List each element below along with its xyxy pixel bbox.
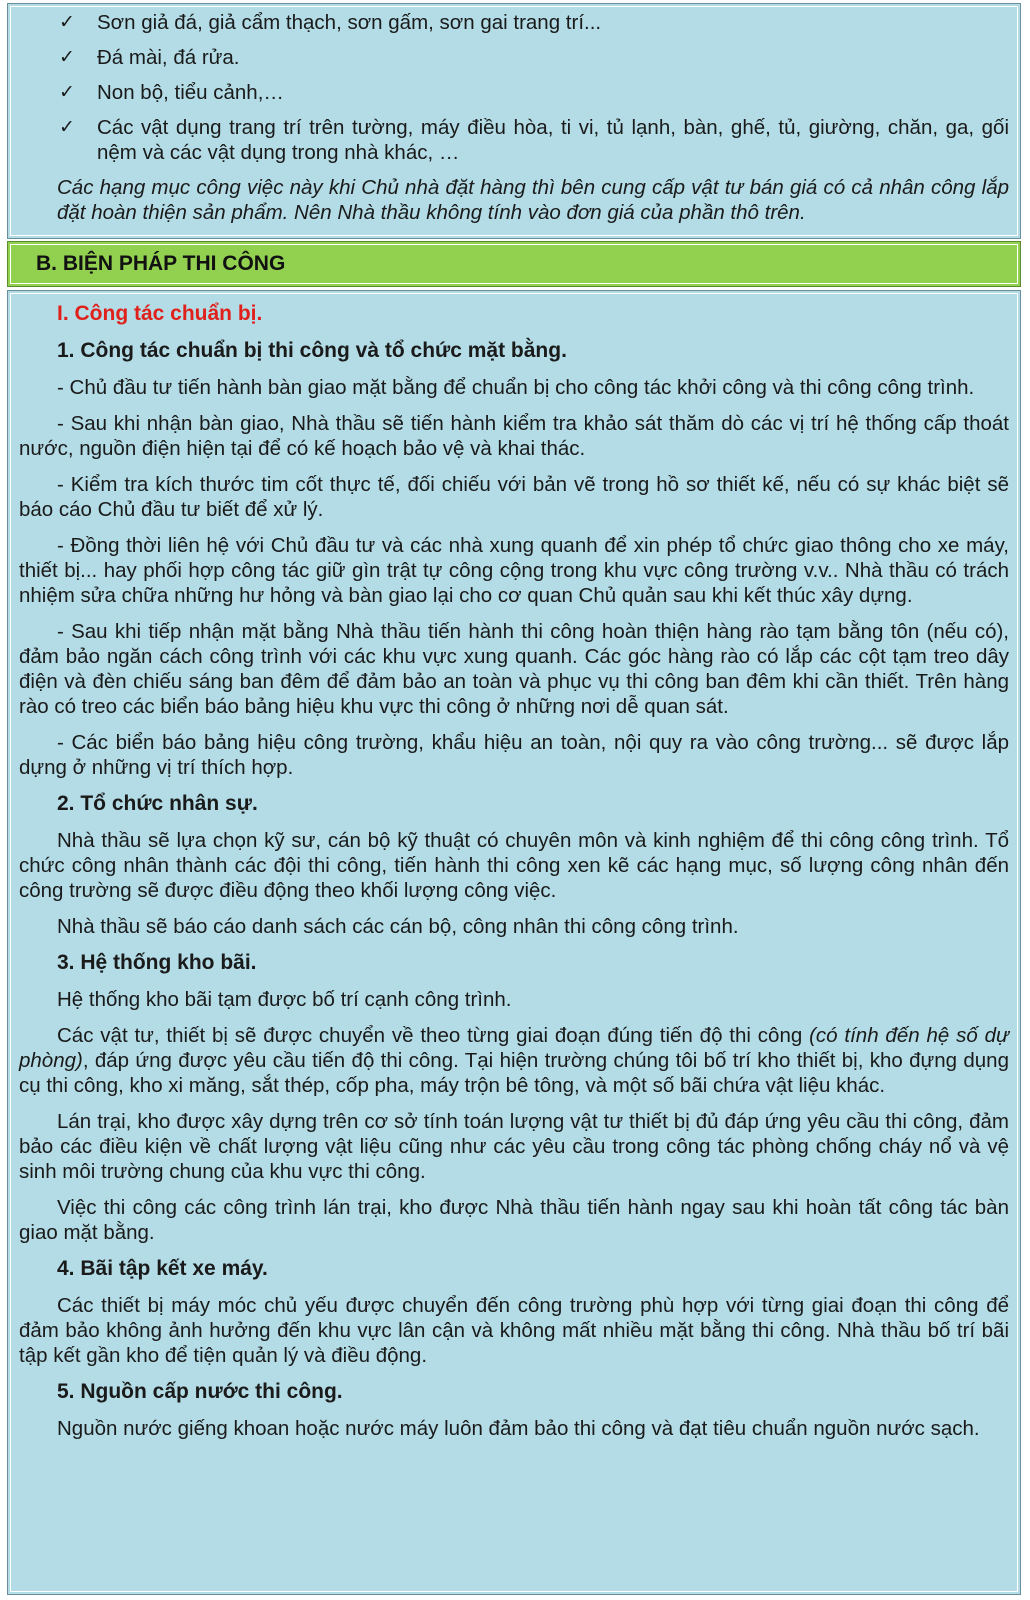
paragraph: - Kiểm tra kích thước tim cốt thực tế, đối chiếu với bản vẽ trong hồ sơ thiết kế, nếu có sự khác biệt sẽ báo cáo Chủ đầu tư biết để xử lý. [19,473,1009,521]
paragraph: Hệ thống kho bãi tạm được bố trí cạnh công trình. [57,988,512,1011]
paragraph: - Chủ đầu tư tiến hành bàn giao mặt bằng để chuẩn bị cho công tác khởi công và thi công công trình. [57,376,975,399]
materials-content [19,4,1009,225]
construction-method-box [7,290,1021,1595]
subheading-personnel: 2. Tổ chức nhân sự. [57,792,258,815]
check-item-text: Non bộ, tiểu cảnh,… [97,81,284,104]
paragraph: - Sau khi nhận bàn giao, Nhà thầu sẽ tiến hành kiểm tra khảo sát thăm dò các vị trí hệ thống cấp thoát nước, nguồn điện hiện tại để có kế hoạch bảo vệ và khai thác. [19,412,1009,460]
subheading-water-supply: 5. Nguồn cấp nước thi công. [57,1380,343,1403]
check-item [19,10,1009,35]
construction-method-content [19,293,1009,1441]
check-item-text: Sơn giả đá, giả cẩm thạch, sơn gấm, sơn gai trang trí... [97,11,602,34]
heading-preparation: I. Công tác chuẩn bị. [57,302,263,325]
subheading-site-preparation: 1. Công tác chuẩn bị thi công và tổ chức mặt bằng. [57,339,567,362]
subheading-vehicle-yard: 4. Bãi tập kết xe máy. [57,1257,268,1280]
italic-remark: (có tính đến hệ số dự phòng) [19,1024,1009,1072]
check-icon: ✓ [59,81,75,103]
check-item [19,45,1009,70]
check-item [19,115,1009,165]
paragraph: Nhà thầu sẽ lựa chọn kỹ sư, cán bộ kỹ thuật có chuyên môn và kinh nghiệm để thi công công trình. Tổ chức công nhân thành các đội thi công, tiến hành thi công xen kẽ các hạng mục, số lượng công nhân đến công trường sẽ được điều động theo khối lượng công việc. [19,829,1009,902]
materials-box [7,3,1021,239]
check-item-text: Đá mài, đá rửa. [97,46,240,69]
italic-note: Các hạng mục công việc này khi Chủ nhà đặt hàng thì bên cung cấp vật tư bán giá có cả nhân công lắp đặt hoàn thiện sản phẩm. Nên Nhà thầu không tính vào đơn giá của phần thô trên. [57,176,1009,224]
paragraph: - Đồng thời liên hệ với Chủ đầu tư và các nhà xung quanh để xin phép tổ chức giao thông cho xe máy, thiết bị... hay phối hợp công tác giữ gìn trật tự công cộng trong khu vực công trường v.v.. Nhà thầu có trách nhiệm sửa chữa những hư hỏng và bàn giao lại cho cơ quan Chủ quản sau khi kết thúc xây dựng. [19,534,1009,607]
subheading-storage: 3. Hệ thống kho bãi. [57,951,257,974]
check-icon: ✓ [59,116,75,138]
check-item-text: Các vật dụng trang trí trên tường, máy điều hòa, ti vi, tủ lạnh, bàn, ghế, tủ, giường, chăn, ga, gối nệm và các vật dụng trong nhà khác, … [97,116,1009,164]
section-heading-b: B. BIỆN PHÁP THI CÔNG [7,241,1021,287]
paragraph [19,1023,1009,1098]
check-icon: ✓ [59,46,75,68]
paragraph-text: , đáp ứng được yêu cầu tiến độ thi công. Tại hiện trường chúng tôi bố trí kho thiết bị, kho đựng dụng cụ thi công, kho xi măng, sắt thép, cốp pha, máy trộn bê tông, và một số bãi chứa vật liệu khác. [19,1049,1009,1097]
paragraph-text: Các vật tư, thiết bị sẽ được chuyển về theo từng giai đoạn đúng tiến độ thi công [57,1024,810,1047]
paragraph: Nguồn nước giếng khoan hoặc nước máy luôn đảm bảo thi công và đạt tiêu chuẩn nguồn nước sạch. [57,1417,980,1440]
paragraph: Nhà thầu sẽ báo cáo danh sách các cán bộ, công nhân thi công công trình. [57,915,739,938]
paragraph: Lán trại, kho được xây dựng trên cơ sở tính toán lượng vật tư thiết bị đủ đáp ứng yêu cầu thi công, đảm bảo các điều kiện về chất lượng vật liệu cũng như các yêu cầu trong công tác phòng chống cháy nổ và vệ sinh môi trường chung của khu vực thi công. [19,1110,1009,1183]
paragraph: Các thiết bị máy móc chủ yếu được chuyển đến công trường phù hợp với từng giai đoạn thi công để đảm bảo không ảnh hưởng đến khu vực lân cận và không mất nhiều mặt bằng thi công. Nhà thầu bố trí bãi tập kết gần kho để tiện quản lý và điều động. [19,1294,1009,1367]
check-item [19,80,1009,105]
paragraph: Việc thi công các công trình lán trại, kho được Nhà thầu tiến hành ngay sau khi hoàn tất công tác bàn giao mặt bằng. [19,1196,1009,1244]
paragraph: - Sau khi tiếp nhận mặt bằng Nhà thầu tiến hành thi công hoàn thiện hàng rào tạm bằng tôn (nếu có), đảm bảo ngăn cách công trình với các khu vực xung quanh. Các góc hàng rào có lắp các cột tạm treo dây điện và đèn chiếu sáng ban đêm để đảm bảo an toàn và phục vụ thi công ban đêm khi cần thiết. Trên hàng rào có treo các biển báo bảng hiệu khu vực thi công ở những nơi dễ quan sát. [19,620,1009,718]
check-icon: ✓ [59,11,75,33]
paragraph: - Các biển báo bảng hiệu công trường, khẩu hiệu an toàn, nội quy ra vào công trường... sẽ được lắp dựng ở những vị trí thích hợp. [19,731,1009,779]
